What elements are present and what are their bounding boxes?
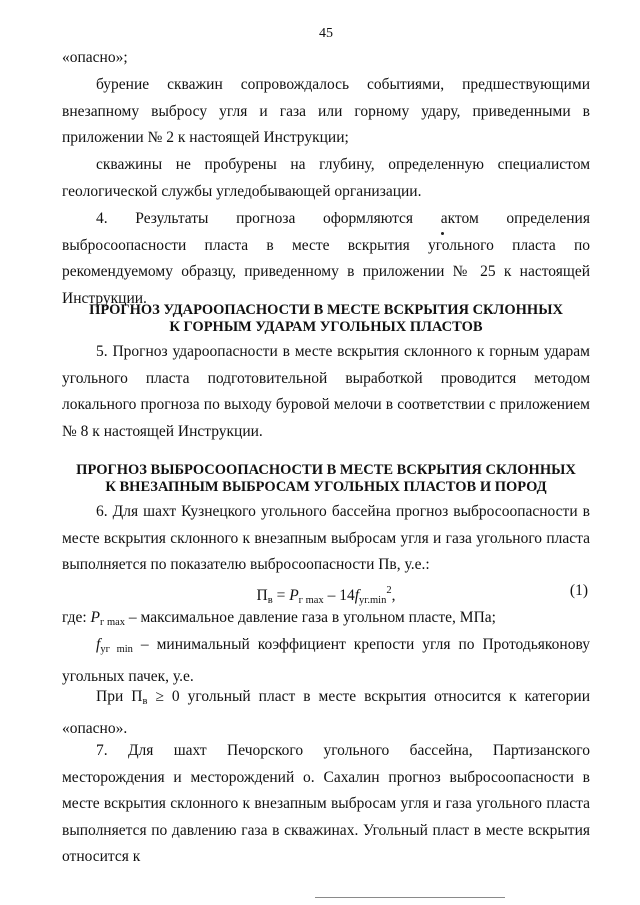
formula-p-var: P [289, 587, 299, 604]
section-heading-rockburst [62, 302, 590, 336]
where-lead: где: [62, 609, 91, 626]
where-p-sub: г max [100, 617, 126, 628]
paragraph-item-5: 5. Прогноз удароопасности в месте вскрытия склонного к горным ударам угольного пласта подготовительной выработкой проводится методом локального прогноза по выходу буровой мелочи в соответствии с приложением № 8 к настоящей Инструкции. [62, 343, 590, 440]
heading-line: ПРОГНОЗ УДАРООПАСНОСТИ В МЕСТЕ ВСКРЫТИЯ СКЛОННЫХ [89, 302, 563, 318]
paragraph-wells-depth: скважины не пробурены на глубину, определенную специалистом геологической службы угледобывающей организации. [62, 156, 590, 200]
page-number: 45 [319, 26, 333, 41]
condition-sub: в [142, 696, 148, 707]
formula-p-sub: г max [298, 595, 324, 606]
condition-paragraph [62, 684, 590, 742]
paragraph-item-7: 7. Для шахт Печорского угольного бассейна, Партизанского месторождения и месторождений о. Сахалин прогноз выбросоопасности в месте вскрытия склонного к внезапным выбросам угля и газа угольного пласта выполняется по давлению газа в скважинах. Угольный пласт в месте вскрытия относится к [62, 742, 590, 866]
document-page [62, 0, 590, 905]
scan-artifact-line [315, 897, 505, 898]
where-f-var: f [96, 636, 101, 653]
where-p-var: P [90, 609, 101, 626]
formula-number: (1) [569, 582, 588, 599]
condition-prefix: При [96, 688, 132, 705]
condition-rel: ≥ 0 [147, 688, 188, 705]
heading-line: К ГОРНЫМ УДАРАМ УГОЛЬНЫХ ПЛАСТОВ [169, 319, 483, 335]
formula-lhs: П [256, 587, 268, 604]
section-heading-outburst [62, 462, 590, 496]
formula-f-var: f [354, 587, 359, 604]
where-p-text: – максимальное давление газа в угольном пласте, МПа; [125, 609, 496, 626]
scan-artifact [441, 232, 444, 235]
formula-minus: – 14 [323, 587, 355, 604]
paragraph-item-4: 4. Результаты прогноза оформляются актом определения выбросоопасности пласта в месте вскрытия угольного пласта по рекомендуемому образцу, приведенному в приложении № 25 к настоящей Инструкции. [62, 210, 590, 307]
paragraph-item-6: 6. Для шахт Кузнецкого угольного бассейна прогноз выбросоопасности в месте вскрытия склонного к внезапным выбросам угля и газа угольного пласта выполняется по показателю выбросоопасности Пв, у.е.: [62, 503, 590, 574]
condition-var: П [131, 688, 143, 705]
heading-line: ПРОГНОЗ ВЫБРОСООПАСНОСТИ В МЕСТЕ ВСКРЫТИЯ СКЛОННЫХ [76, 462, 576, 478]
formula-lhs-sub: в [267, 595, 273, 606]
paragraph-drilling-events: бурение скважин сопровождалось событиями, предшествующими внезапному выбросу угля и газа или горному удару, приведенными в приложении № 2 к настоящей Инструкции; [62, 76, 590, 147]
paragraph-opasno: «опасно»; [62, 49, 128, 66]
heading-line: К ВНЕЗАПНЫМ ВЫБРОСАМ УГОЛЬНЫХ ПЛАСТОВ И ПОРОД [105, 479, 547, 495]
where-strength-line [62, 632, 590, 690]
formula-eq: = [272, 587, 290, 604]
formula-1 [62, 578, 590, 604]
formula-f-sup: 2 [386, 585, 392, 596]
where-f-text: – минимальный коэффициент крепости угля по Протодьяконову угольных пачек, у.е. [62, 636, 590, 685]
formula-f-sub: уг.min [359, 595, 387, 606]
condition-text: угольный пласт в месте вскрытия относится к категории «опасно». [62, 688, 590, 737]
formula-tail: , [391, 587, 396, 604]
where-f-sub: уг min [100, 644, 133, 655]
